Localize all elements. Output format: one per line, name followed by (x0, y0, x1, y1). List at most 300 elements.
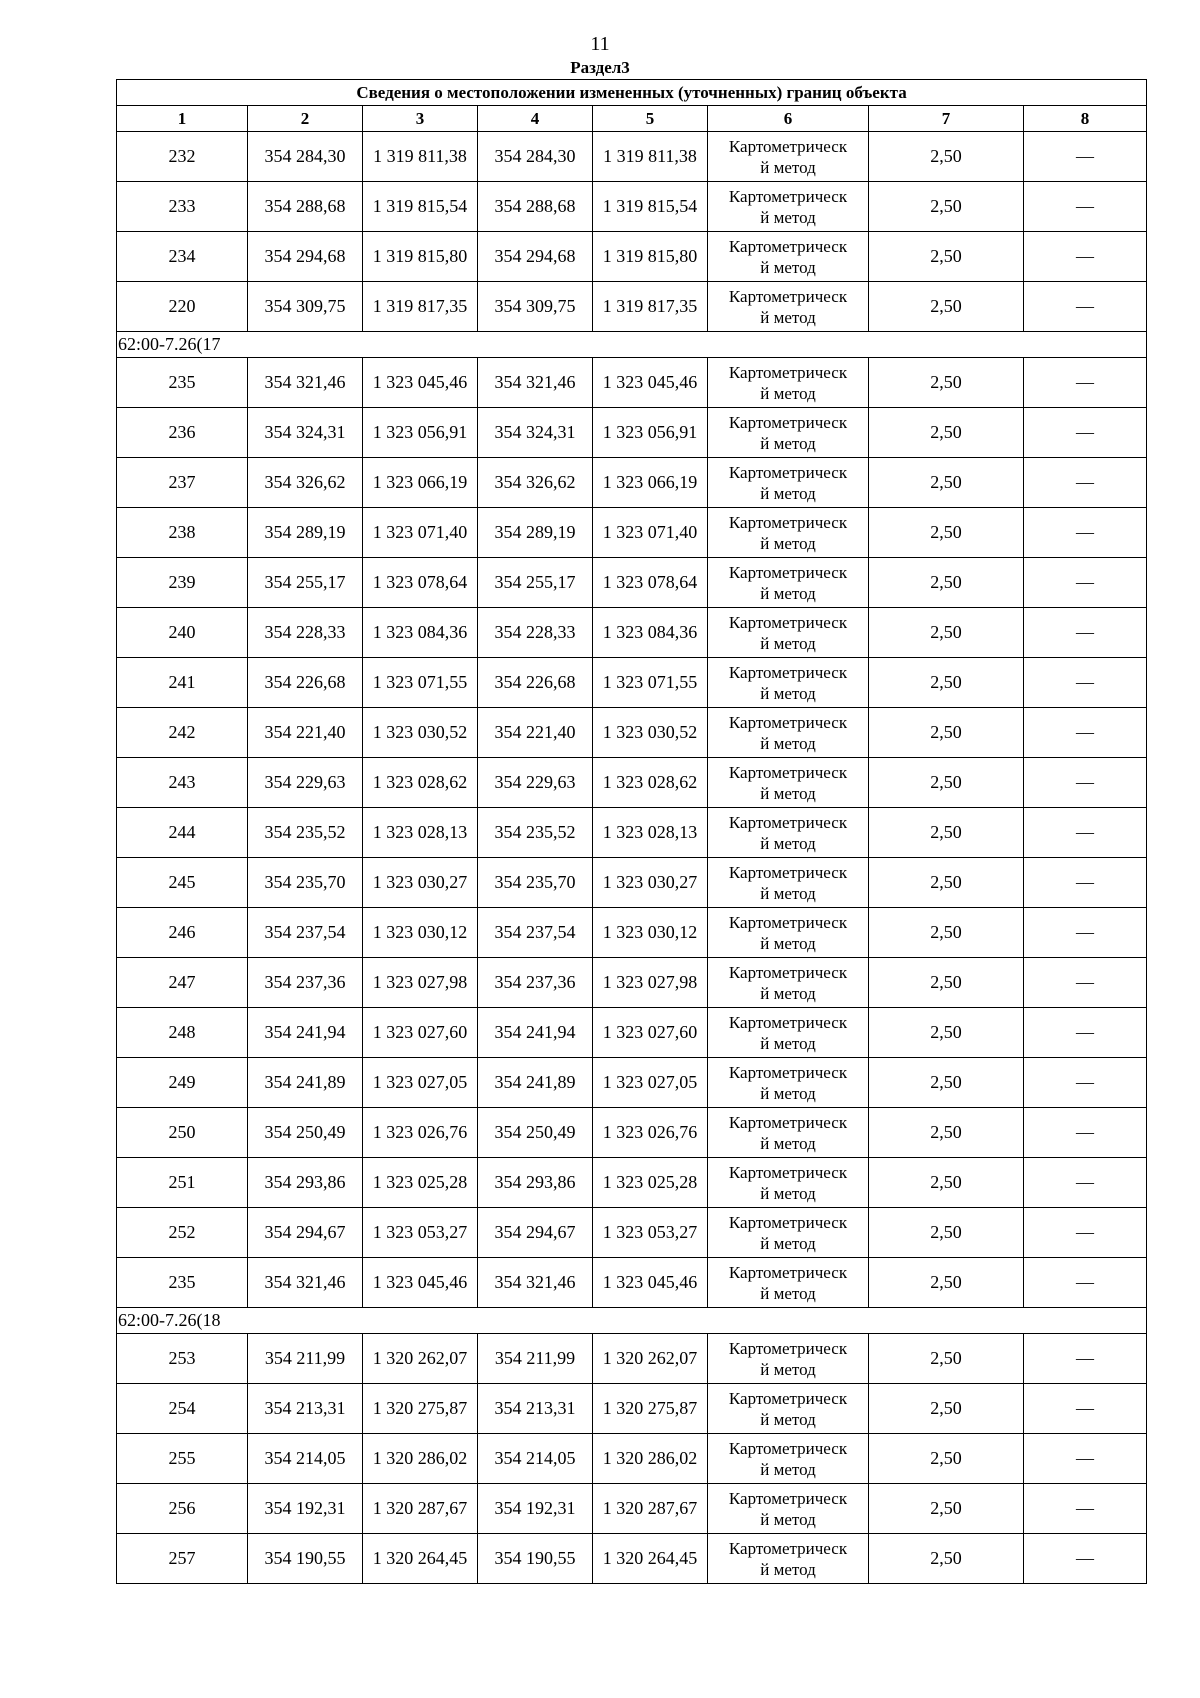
cell-accuracy: 2,50 (869, 658, 1024, 708)
cell-point-number: 250 (117, 1108, 248, 1158)
group-row (117, 332, 1147, 358)
cell-description: — (1024, 908, 1147, 958)
cell-description: — (1024, 708, 1147, 758)
cell-y-new: 1 320 264,45 (593, 1534, 708, 1584)
cell-y-old: 1 323 053,27 (363, 1208, 478, 1258)
cell-y-old: 1 323 056,91 (363, 408, 478, 458)
cell-method (708, 182, 869, 232)
cell-y-new: 1 323 030,52 (593, 708, 708, 758)
cell-x-new: 354 221,40 (478, 708, 593, 758)
cell-accuracy: 2,50 (869, 758, 1024, 808)
cell-description: — (1024, 182, 1147, 232)
cell-y-old: 1 319 815,80 (363, 232, 478, 282)
cell-accuracy: 2,50 (869, 1108, 1024, 1158)
cell-x-old: 354 229,63 (248, 758, 363, 808)
cell-method (708, 858, 869, 908)
cell-y-old: 1 323 045,46 (363, 1258, 478, 1308)
cell-x-old: 354 255,17 (248, 558, 363, 608)
cell-method (708, 358, 869, 408)
cell-y-old: 1 323 066,19 (363, 458, 478, 508)
cell-y-new: 1 323 053,27 (593, 1208, 708, 1258)
cell-description: — (1024, 132, 1147, 182)
cell-point-number: 252 (117, 1208, 248, 1258)
column-header: 2 (248, 106, 363, 132)
cell-y-new: 1 323 027,60 (593, 1008, 708, 1058)
cell-y-old: 1 323 028,13 (363, 808, 478, 858)
cell-y-old: 1 319 817,35 (363, 282, 478, 332)
cell-method (708, 1058, 869, 1108)
cell-point-number: 255 (117, 1434, 248, 1484)
cell-point-number: 246 (117, 908, 248, 958)
cell-method (708, 1008, 869, 1058)
cell-accuracy: 2,50 (869, 908, 1024, 958)
cell-y-old: 1 320 286,02 (363, 1434, 478, 1484)
cell-y-old: 1 323 027,98 (363, 958, 478, 1008)
cell-method (708, 458, 869, 508)
table-row (117, 1434, 1147, 1484)
cell-point-number: 238 (117, 508, 248, 558)
cell-method (708, 1158, 869, 1208)
table-row (117, 508, 1147, 558)
cell-y-old: 1 319 811,38 (363, 132, 478, 182)
method-line-1: Картометрическ (728, 186, 848, 206)
cell-point-number: 254 (117, 1384, 248, 1434)
method-line-1: Картометрическ (728, 1538, 848, 1558)
cell-x-new: 354 293,86 (478, 1158, 593, 1208)
cell-y-new: 1 319 815,80 (593, 232, 708, 282)
table-row (117, 282, 1147, 332)
method-line-1: Картометрическ (728, 712, 848, 732)
cell-y-old: 1 323 071,55 (363, 658, 478, 708)
method-line-2: й метод (760, 1359, 816, 1379)
cell-accuracy: 2,50 (869, 1208, 1024, 1258)
cell-y-old: 1 323 028,62 (363, 758, 478, 808)
table-row (117, 1534, 1147, 1584)
cell-y-old: 1 323 027,05 (363, 1058, 478, 1108)
table-row (117, 358, 1147, 408)
cell-accuracy: 2,50 (869, 408, 1024, 458)
cell-method (708, 1534, 869, 1584)
cell-x-new: 354 309,75 (478, 282, 593, 332)
cell-x-old: 354 192,31 (248, 1484, 363, 1534)
cell-x-new: 354 250,49 (478, 1108, 593, 1158)
cell-point-number: 247 (117, 958, 248, 1008)
method-line-1: Картометрическ (728, 1262, 848, 1282)
method-line-1: Картометрическ (728, 1488, 848, 1508)
method-line-2: й метод (760, 533, 816, 553)
method-line-1: Картометрическ (728, 136, 848, 156)
cell-point-number: 253 (117, 1334, 248, 1384)
method-line-2: й метод (760, 207, 816, 227)
method-line-2: й метод (760, 257, 816, 277)
coordinates-table (116, 79, 1147, 1584)
cell-y-old: 1 320 275,87 (363, 1384, 478, 1434)
group-label: 62:00-7.26(18 (117, 1308, 1147, 1334)
cell-x-new: 354 228,33 (478, 608, 593, 658)
method-line-2: й метод (760, 633, 816, 653)
method-line-1: Картометрическ (728, 862, 848, 882)
cell-method (708, 1108, 869, 1158)
column-header: 3 (363, 106, 478, 132)
table-row (117, 1258, 1147, 1308)
cell-method (708, 808, 869, 858)
cell-point-number: 242 (117, 708, 248, 758)
cell-description: — (1024, 1158, 1147, 1208)
method-line-1: Картометрическ (728, 362, 848, 382)
column-header: 8 (1024, 106, 1147, 132)
cell-x-new: 354 192,31 (478, 1484, 593, 1534)
cell-y-new: 1 323 030,12 (593, 908, 708, 958)
cell-accuracy: 2,50 (869, 1434, 1024, 1484)
cell-method (708, 708, 869, 758)
column-header: 6 (708, 106, 869, 132)
cell-y-old: 1 323 027,60 (363, 1008, 478, 1058)
cell-point-number: 234 (117, 232, 248, 282)
cell-description: — (1024, 508, 1147, 558)
method-line-2: й метод (760, 883, 816, 903)
cell-description: — (1024, 1484, 1147, 1534)
cell-description: — (1024, 1008, 1147, 1058)
cell-y-new: 1 323 056,91 (593, 408, 708, 458)
cell-y-new: 1 320 287,67 (593, 1484, 708, 1534)
column-header: 7 (869, 106, 1024, 132)
cell-point-number: 248 (117, 1008, 248, 1058)
table-row (117, 1108, 1147, 1158)
cell-point-number: 239 (117, 558, 248, 608)
method-line-1: Картометрическ (728, 236, 848, 256)
cell-x-new: 354 288,68 (478, 182, 593, 232)
cell-x-new: 354 289,19 (478, 508, 593, 558)
cell-description: — (1024, 758, 1147, 808)
cell-description: — (1024, 358, 1147, 408)
cell-method (708, 508, 869, 558)
cell-y-old: 1 320 287,67 (363, 1484, 478, 1534)
cell-accuracy: 2,50 (869, 1158, 1024, 1208)
method-line-2: й метод (760, 783, 816, 803)
method-line-1: Картометрическ (728, 462, 848, 482)
cell-x-new: 354 324,31 (478, 408, 593, 458)
method-line-2: й метод (760, 1559, 816, 1579)
cell-y-old: 1 323 071,40 (363, 508, 478, 558)
cell-x-old: 354 241,89 (248, 1058, 363, 1108)
table-row (117, 558, 1147, 608)
method-line-1: Картометрическ (728, 1212, 848, 1232)
table-row (117, 708, 1147, 758)
cell-description: — (1024, 858, 1147, 908)
method-line-1: Картометрическ (728, 812, 848, 832)
cell-y-old: 1 319 815,54 (363, 182, 478, 232)
cell-accuracy: 2,50 (869, 958, 1024, 1008)
cell-point-number: 237 (117, 458, 248, 508)
method-line-1: Картометрическ (728, 1062, 848, 1082)
method-line-1: Картометрическ (728, 612, 848, 632)
cell-method (708, 132, 869, 182)
section-label: Раздел3 (570, 58, 630, 77)
cell-description: — (1024, 458, 1147, 508)
page-number: 11 (590, 33, 610, 55)
method-line-2: й метод (760, 1459, 816, 1479)
table-row (117, 458, 1147, 508)
cell-point-number: 233 (117, 182, 248, 232)
cell-accuracy: 2,50 (869, 358, 1024, 408)
cell-x-new: 354 284,30 (478, 132, 593, 182)
cell-y-old: 1 323 030,27 (363, 858, 478, 908)
method-line-1: Картометрическ (728, 1162, 848, 1182)
method-line-2: й метод (760, 1183, 816, 1203)
cell-method (708, 558, 869, 608)
cell-x-new: 354 211,99 (478, 1334, 593, 1384)
method-line-1: Картометрическ (728, 1338, 848, 1358)
cell-y-new: 1 323 025,28 (593, 1158, 708, 1208)
cell-x-old: 354 237,54 (248, 908, 363, 958)
cell-x-old: 354 294,68 (248, 232, 363, 282)
method-line-1: Картометрическ (728, 912, 848, 932)
method-line-1: Картометрическ (728, 1388, 848, 1408)
method-line-2: й метод (760, 1409, 816, 1429)
cell-y-new: 1 319 815,54 (593, 182, 708, 232)
cell-accuracy: 2,50 (869, 182, 1024, 232)
cell-method (708, 1484, 869, 1534)
method-line-2: й метод (760, 983, 816, 1003)
cell-x-new: 354 237,54 (478, 908, 593, 958)
cell-method (708, 1208, 869, 1258)
cell-y-new: 1 323 066,19 (593, 458, 708, 508)
table-row (117, 1484, 1147, 1534)
method-line-2: й метод (760, 583, 816, 603)
table-row (117, 658, 1147, 708)
cell-y-new: 1 323 030,27 (593, 858, 708, 908)
method-line-2: й метод (760, 683, 816, 703)
method-line-2: й метод (760, 933, 816, 953)
cell-description: — (1024, 808, 1147, 858)
method-line-1: Картометрическ (728, 1438, 848, 1458)
cell-method (708, 232, 869, 282)
cell-description: — (1024, 1434, 1147, 1484)
table-caption: Сведения о местоположении измененных (уточненных) границ объекта (117, 80, 1147, 106)
table-row (117, 1008, 1147, 1058)
cell-x-old: 354 293,86 (248, 1158, 363, 1208)
cell-y-old: 1 323 025,28 (363, 1158, 478, 1208)
cell-x-new: 354 235,52 (478, 808, 593, 858)
cell-x-new: 354 226,68 (478, 658, 593, 708)
method-line-2: й метод (760, 1283, 816, 1303)
method-line-2: й метод (760, 1509, 816, 1529)
cell-x-new: 354 321,46 (478, 358, 593, 408)
method-line-1: Картометрическ (728, 1012, 848, 1032)
method-line-2: й метод (760, 1133, 816, 1153)
cell-description: — (1024, 1384, 1147, 1434)
cell-description: — (1024, 1108, 1147, 1158)
method-line-2: й метод (760, 1033, 816, 1053)
cell-description: — (1024, 1058, 1147, 1108)
cell-accuracy: 2,50 (869, 132, 1024, 182)
cell-x-old: 354 213,31 (248, 1384, 363, 1434)
cell-accuracy: 2,50 (869, 1534, 1024, 1584)
cell-x-old: 354 284,30 (248, 132, 363, 182)
cell-method (708, 408, 869, 458)
cell-x-old: 354 190,55 (248, 1534, 363, 1584)
cell-accuracy: 2,50 (869, 558, 1024, 608)
cell-accuracy: 2,50 (869, 1384, 1024, 1434)
cell-y-new: 1 323 078,64 (593, 558, 708, 608)
cell-accuracy: 2,50 (869, 1334, 1024, 1384)
table-row (117, 908, 1147, 958)
cell-point-number: 257 (117, 1534, 248, 1584)
cell-description: — (1024, 282, 1147, 332)
method-line-1: Картометрическ (728, 412, 848, 432)
table-row (117, 408, 1147, 458)
table-header-row (117, 106, 1147, 132)
column-header: 1 (117, 106, 248, 132)
table-row (117, 1158, 1147, 1208)
cell-x-new: 354 241,94 (478, 1008, 593, 1058)
cell-x-old: 354 288,68 (248, 182, 363, 232)
cell-method (708, 608, 869, 658)
table-row (117, 808, 1147, 858)
cell-accuracy: 2,50 (869, 232, 1024, 282)
table-row (117, 1384, 1147, 1434)
cell-y-new: 1 323 071,40 (593, 508, 708, 558)
cell-accuracy: 2,50 (869, 608, 1024, 658)
cell-x-old: 354 237,36 (248, 958, 363, 1008)
cell-description: — (1024, 1334, 1147, 1384)
table-row (117, 1208, 1147, 1258)
method-line-2: й метод (760, 733, 816, 753)
method-line-1: Картометрическ (728, 286, 848, 306)
cell-method (708, 1384, 869, 1434)
method-line-1: Картометрическ (728, 962, 848, 982)
cell-x-new: 354 235,70 (478, 858, 593, 908)
cell-accuracy: 2,50 (869, 1008, 1024, 1058)
method-line-1: Картометрическ (728, 762, 848, 782)
method-line-2: й метод (760, 1083, 816, 1103)
cell-y-old: 1 323 045,46 (363, 358, 478, 408)
cell-y-new: 1 319 817,35 (593, 282, 708, 332)
cell-point-number: 241 (117, 658, 248, 708)
table-row (117, 232, 1147, 282)
cell-y-new: 1 320 286,02 (593, 1434, 708, 1484)
method-line-2: й метод (760, 307, 816, 327)
cell-y-new: 1 319 811,38 (593, 132, 708, 182)
cell-point-number: 236 (117, 408, 248, 458)
cell-point-number: 235 (117, 358, 248, 408)
cell-accuracy: 2,50 (869, 458, 1024, 508)
cell-accuracy: 2,50 (869, 1058, 1024, 1108)
method-line-2: й метод (760, 1233, 816, 1253)
table-row (117, 858, 1147, 908)
cell-x-old: 354 241,94 (248, 1008, 363, 1058)
cell-y-new: 1 323 026,76 (593, 1108, 708, 1158)
cell-x-new: 354 255,17 (478, 558, 593, 608)
cell-point-number: 240 (117, 608, 248, 658)
cell-description: — (1024, 1534, 1147, 1584)
cell-y-old: 1 323 030,12 (363, 908, 478, 958)
column-header: 5 (593, 106, 708, 132)
cell-y-old: 1 323 030,52 (363, 708, 478, 758)
cell-method (708, 758, 869, 808)
cell-x-new: 354 229,63 (478, 758, 593, 808)
cell-y-new: 1 323 045,46 (593, 358, 708, 408)
cell-method (708, 282, 869, 332)
cell-x-new: 354 326,62 (478, 458, 593, 508)
method-line-1: Картометрическ (728, 562, 848, 582)
cell-x-old: 354 221,40 (248, 708, 363, 758)
cell-y-new: 1 320 262,07 (593, 1334, 708, 1384)
cell-point-number: 220 (117, 282, 248, 332)
cell-method (708, 1258, 869, 1308)
cell-x-old: 354 235,52 (248, 808, 363, 858)
group-label: 62:00-7.26(17 (117, 332, 1147, 358)
cell-x-old: 354 228,33 (248, 608, 363, 658)
cell-accuracy: 2,50 (869, 282, 1024, 332)
method-line-2: й метод (760, 483, 816, 503)
cell-method (708, 958, 869, 1008)
cell-accuracy: 2,50 (869, 858, 1024, 908)
table-row (117, 958, 1147, 1008)
cell-x-old: 354 211,99 (248, 1334, 363, 1384)
cell-x-old: 354 214,05 (248, 1434, 363, 1484)
cell-y-new: 1 323 084,36 (593, 608, 708, 658)
cell-point-number: 244 (117, 808, 248, 858)
cell-point-number: 251 (117, 1158, 248, 1208)
cell-x-old: 354 321,46 (248, 1258, 363, 1308)
cell-method (708, 908, 869, 958)
cell-y-new: 1 323 027,98 (593, 958, 708, 1008)
cell-y-new: 1 323 027,05 (593, 1058, 708, 1108)
method-line-2: й метод (760, 157, 816, 177)
cell-y-new: 1 323 071,55 (593, 658, 708, 708)
method-line-1: Картометрическ (728, 1112, 848, 1132)
cell-x-old: 354 326,62 (248, 458, 363, 508)
table-row (117, 1334, 1147, 1384)
cell-y-new: 1 320 275,87 (593, 1384, 708, 1434)
cell-description: — (1024, 1208, 1147, 1258)
cell-y-new: 1 323 028,13 (593, 808, 708, 858)
cell-x-new: 354 294,67 (478, 1208, 593, 1258)
cell-x-new: 354 190,55 (478, 1534, 593, 1584)
cell-method (708, 658, 869, 708)
cell-point-number: 256 (117, 1484, 248, 1534)
cell-description: — (1024, 608, 1147, 658)
table-row (117, 758, 1147, 808)
table-row (117, 132, 1147, 182)
cell-description: — (1024, 958, 1147, 1008)
cell-x-old: 354 235,70 (248, 858, 363, 908)
table-row (117, 182, 1147, 232)
cell-y-new: 1 323 028,62 (593, 758, 708, 808)
cell-x-new: 354 241,89 (478, 1058, 593, 1108)
cell-description: — (1024, 232, 1147, 282)
method-line-2: й метод (760, 433, 816, 453)
cell-x-old: 354 250,49 (248, 1108, 363, 1158)
table-row (117, 1058, 1147, 1108)
cell-point-number: 243 (117, 758, 248, 808)
cell-point-number: 232 (117, 132, 248, 182)
method-line-1: Картометрическ (728, 512, 848, 532)
cell-y-old: 1 323 084,36 (363, 608, 478, 658)
cell-x-new: 354 213,31 (478, 1384, 593, 1434)
cell-accuracy: 2,50 (869, 808, 1024, 858)
group-row (117, 1308, 1147, 1334)
cell-y-old: 1 323 078,64 (363, 558, 478, 608)
cell-description: — (1024, 1258, 1147, 1308)
cell-point-number: 235 (117, 1258, 248, 1308)
cell-description: — (1024, 408, 1147, 458)
method-line-2: й метод (760, 833, 816, 853)
cell-point-number: 245 (117, 858, 248, 908)
method-line-2: й метод (760, 383, 816, 403)
cell-x-new: 354 237,36 (478, 958, 593, 1008)
